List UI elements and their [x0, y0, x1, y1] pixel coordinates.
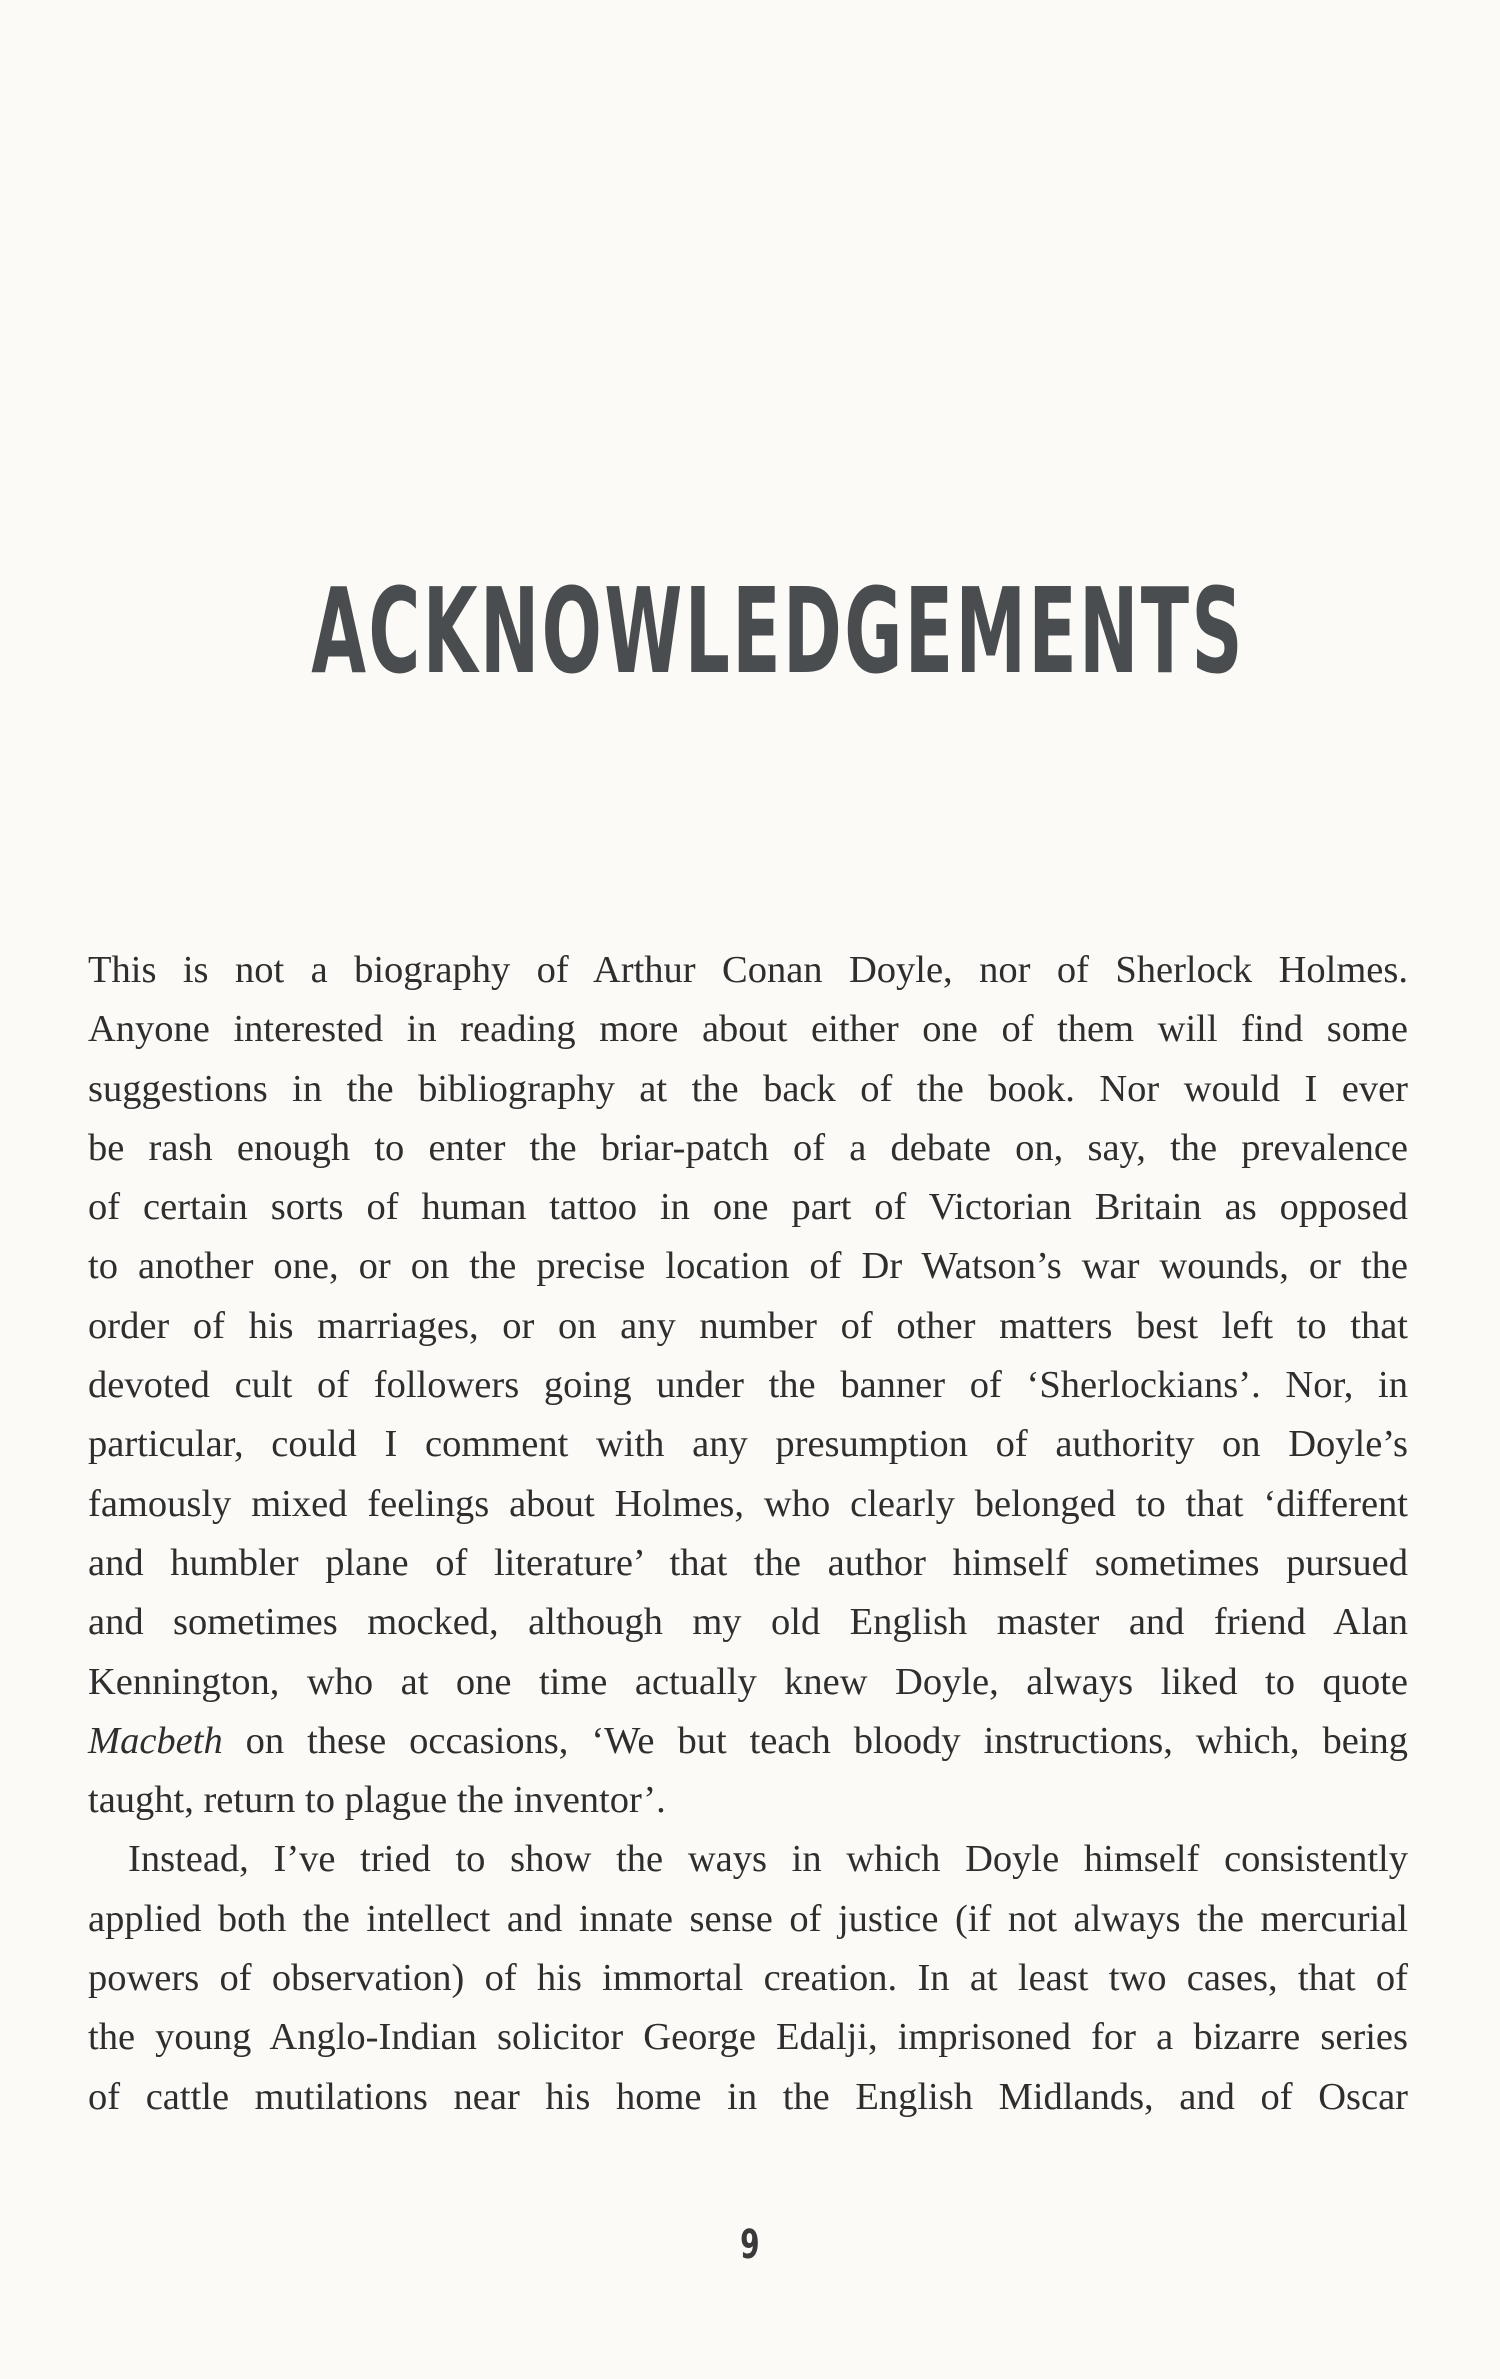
- text-line: and humbler plane of literature’ that the author himself sometimes pursued: [88, 1541, 1408, 1584]
- text-line: particular, could I comment with any presumption of authority on Doyle’s: [88, 1423, 1408, 1466]
- text-line: of certain sorts of human tattoo in one part of Victorian Britain as opposed: [88, 1186, 1408, 1229]
- text-line: Kennington, who at one time actually knew Doyle, always liked to quote: [88, 1660, 1408, 1703]
- text-line: famously mixed feelings about Holmes, who clearly belonged to that ‘different: [88, 1482, 1408, 1525]
- text-line: the young Anglo-Indian solicitor George Edalji, imprisoned for a bizarre series: [88, 2016, 1408, 2059]
- text-line: applied both the intellect and innate sense of justice (if not always the mercurial: [88, 1897, 1408, 1940]
- italic-title: Macbeth: [88, 1719, 223, 1762]
- text-line: [88, 1712, 1408, 1771]
- text-line: to another one, or on the precise location of Dr Watson’s war wounds, or the: [88, 1245, 1408, 1288]
- text-line: of cattle mutilations near his home in the English Midlands, and of Oscar: [88, 2075, 1408, 2118]
- text-line: Instead, I’ve tried to show the ways in which Doyle himself consistently: [128, 1838, 1408, 1881]
- text-line: suggestions in the bibliography at the back of the book. Nor would I ever: [88, 1067, 1408, 1110]
- text-line: devoted cult of followers going under the banner of ‘Sherlockians’. Nor, in: [88, 1364, 1408, 1407]
- body-text: [88, 941, 1408, 2127]
- text-line: Anyone interested in reading more about either one of them will find some: [88, 1008, 1408, 1051]
- text-line: powers of observation) of his immortal creation. In at least two cases, that of: [88, 1957, 1408, 2000]
- text-line: order of his marriages, or on any number of other matters best left to that: [88, 1304, 1408, 1347]
- page-number: 9: [740, 2222, 760, 2268]
- text-fragment: on these occasions, ‘We but teach bloody instructions, which, being: [222, 1719, 1408, 1762]
- page-title: ACKNOWLEDGEMENTS: [311, 562, 1245, 700]
- text-line: This is not a biography of Arthur Conan Doyle, nor of Sherlock Holmes.: [88, 949, 1408, 991]
- page-number-container: [0, 2222, 1500, 2268]
- heading-container: [0, 562, 1500, 700]
- text-line: and sometimes mocked, although my old English master and friend Alan: [88, 1601, 1408, 1644]
- text-line: taught, return to plague the inventor’.: [88, 1779, 666, 1822]
- text-line: be rash enough to enter the briar-patch of a debate on, say, the prevalence: [88, 1126, 1408, 1169]
